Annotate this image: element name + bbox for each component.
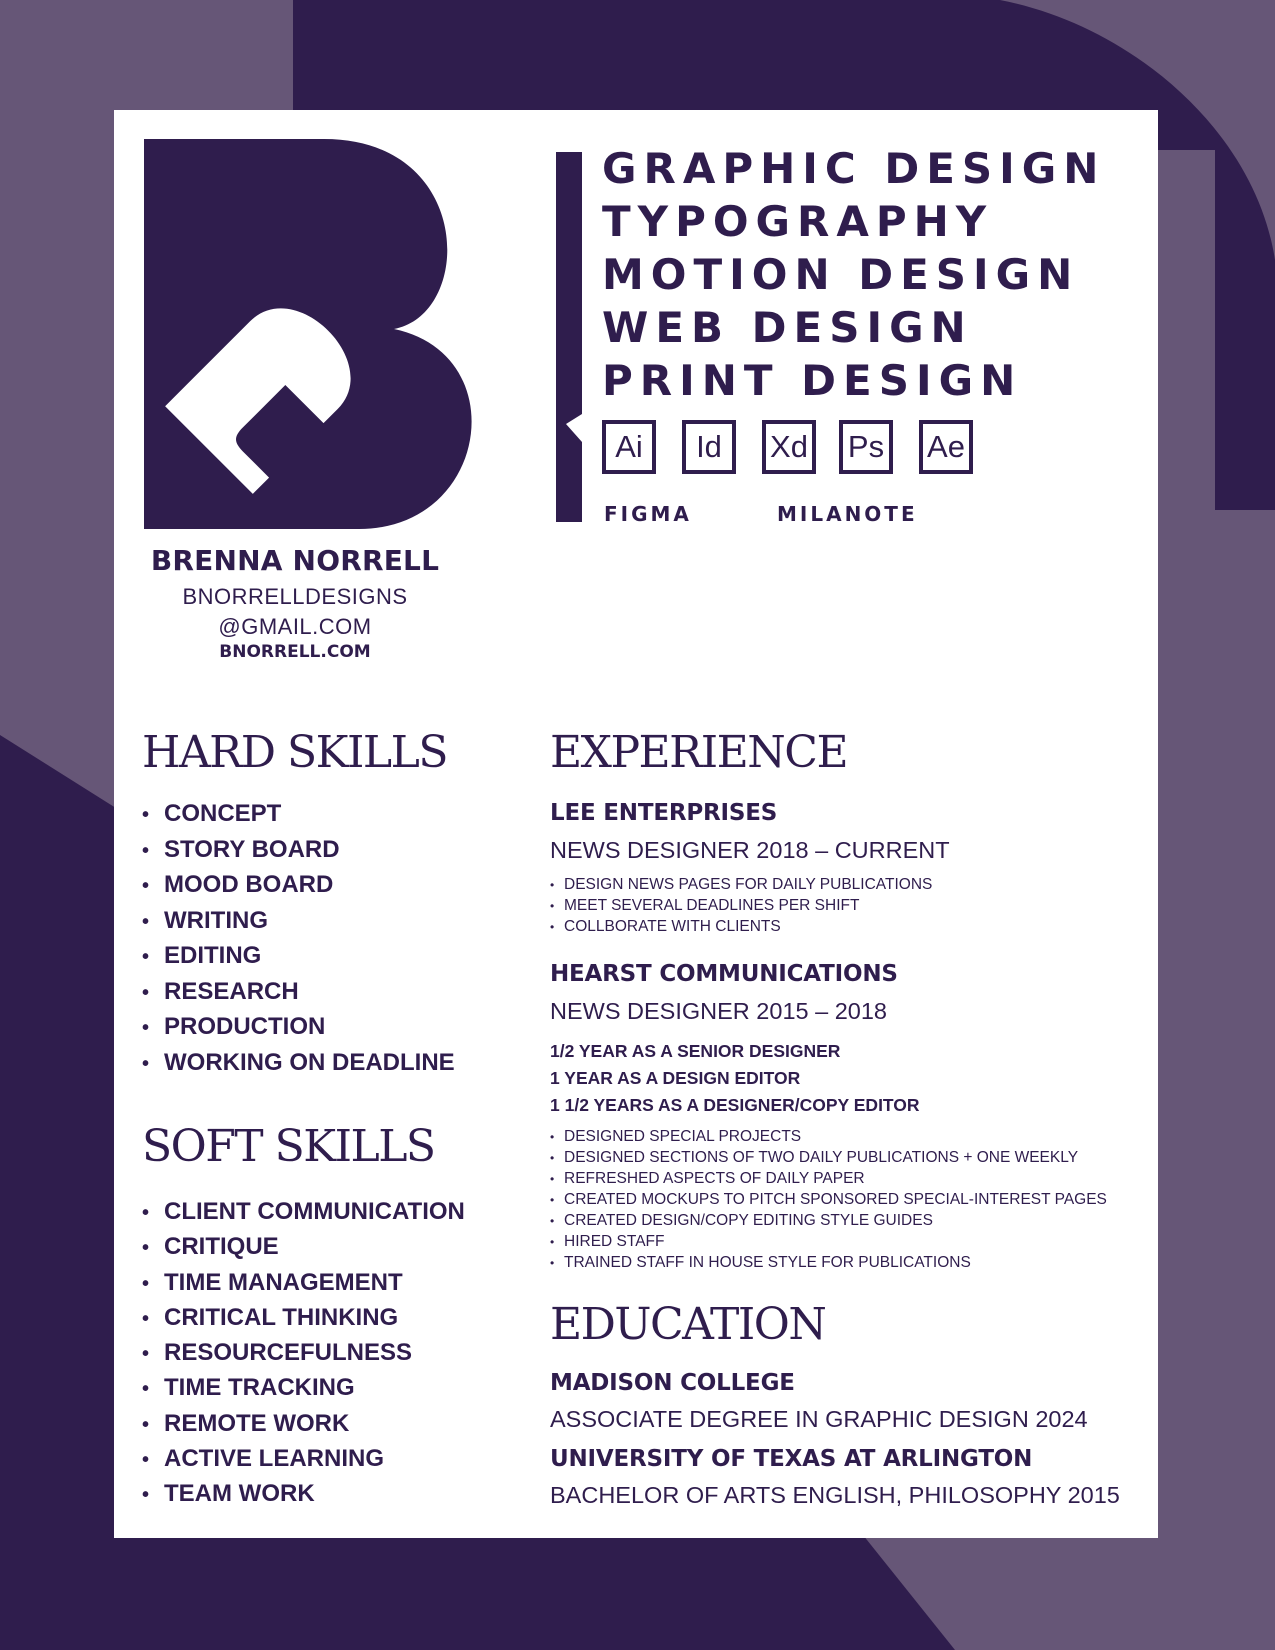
- list-item: • TIME MANAGEMENT: [142, 1265, 465, 1300]
- accent-bar: [556, 152, 582, 522]
- illustrator-icon: Ai: [602, 420, 656, 474]
- list-item: • RESOURCEFULNESS: [142, 1335, 465, 1370]
- indesign-icon: Id: [682, 420, 736, 474]
- hard-skills-list: [142, 796, 455, 1080]
- job-duties: [550, 1126, 1107, 1273]
- figma-label: FIGMA: [604, 502, 692, 526]
- school-name: UNIVERSITY OF TEXAS AT ARLINGTON: [550, 1446, 1033, 1472]
- employer-name: LEE ENTERPRISES: [550, 800, 778, 826]
- list-item: • DESIGNED SECTIONS OF TWO DAILY PUBLICATIONS + ONE WEEKLY: [550, 1147, 1107, 1168]
- job-role: NEWS DESIGNER 2018 – CURRENT: [550, 837, 950, 863]
- list-item: • CONCEPT: [142, 796, 455, 832]
- list-item: • CRITICAL THINKING: [142, 1300, 465, 1335]
- list-item: • STORY BOARD: [142, 832, 455, 868]
- job-role: NEWS DESIGNER 2015 – 2018: [550, 998, 887, 1024]
- list-item: • ACTIVE LEARNING: [142, 1441, 465, 1476]
- focus-area: WEB DESIGN: [602, 303, 973, 352]
- education-heading: EDUCATION: [550, 1299, 826, 1350]
- list-item: • PRODUCTION: [142, 1009, 455, 1045]
- job-duties: [550, 874, 932, 937]
- list-item: • MOOD BOARD: [142, 867, 455, 903]
- list-item: • MEET SEVERAL DEADLINES PER SHIFT: [550, 895, 932, 916]
- degree: BACHELOR OF ARTS ENGLISH, PHILOSOPHY 2015: [550, 1482, 1120, 1508]
- list-item: • DESIGN NEWS PAGES FOR DAILY PUBLICATIONS: [550, 874, 932, 895]
- applicant-name: BRENNA NORRELL: [150, 544, 440, 577]
- focus-area: MOTION DESIGN: [602, 250, 1080, 299]
- list-item: • CRITIQUE: [142, 1229, 465, 1264]
- list-item: • DESIGNED SPECIAL PROJECTS: [550, 1126, 1107, 1147]
- list-item: • COLLBORATE WITH CLIENTS: [550, 916, 932, 937]
- list-item: • TIME TRACKING: [142, 1370, 465, 1405]
- list-item: • HIRED STAFF: [550, 1231, 1107, 1252]
- list-item: • TRAINED STAFF IN HOUSE STYLE FOR PUBLICATIONS: [550, 1252, 1107, 1273]
- list-item: • CREATED MOCKUPS TO PITCH SPONSORED SPECIAL-INTEREST PAGES: [550, 1189, 1107, 1210]
- focus-areas: [602, 142, 1105, 407]
- title-item: 1/2 YEAR AS A SENIOR DESIGNER: [550, 1041, 841, 1061]
- degree: ASSOCIATE DEGREE IN GRAPHIC DESIGN 2024: [550, 1406, 1088, 1432]
- milanote-label: MILANOTE: [777, 502, 918, 526]
- email-line-1[interactable]: BNORRELLDESIGNS: [182, 584, 408, 609]
- list-item: • TEAM WORK: [142, 1476, 465, 1511]
- website-link[interactable]: BNORRELL.COM: [219, 642, 371, 662]
- soft-skills-heading: SOFT SKILLS: [142, 1121, 435, 1172]
- list-item: • RESEARCH: [142, 974, 455, 1010]
- list-item: • REMOTE WORK: [142, 1406, 465, 1441]
- employer-name: HEARST COMMUNICATIONS: [550, 961, 898, 987]
- list-item: • WRITING: [142, 903, 455, 939]
- xd-icon: Xd: [762, 420, 816, 474]
- school-name: MADISON COLLEGE: [550, 1370, 795, 1396]
- software-icons: [602, 420, 999, 474]
- photoshop-icon: Ps: [839, 420, 893, 474]
- list-item: • WORKING ON DEADLINE: [142, 1045, 455, 1081]
- list-item: • REFRESHED ASPECTS OF DAILY PAPER: [550, 1168, 1107, 1189]
- after-effects-icon: Ae: [919, 420, 973, 474]
- soft-skills-list: [142, 1194, 465, 1512]
- title-item: 1 YEAR AS A DESIGN EDITOR: [550, 1068, 801, 1088]
- experience-heading: EXPERIENCE: [550, 727, 848, 778]
- list-item: • CREATED DESIGN/COPY EDITING STYLE GUIDES: [550, 1210, 1107, 1231]
- focus-area: PRINT DESIGN: [602, 356, 1023, 405]
- hard-skills-heading: HARD SKILLS: [142, 727, 448, 778]
- title-item: 1 1/2 YEARS AS A DESIGNER/COPY EDITOR: [550, 1095, 920, 1115]
- focus-area: TYPOGRAPHY: [602, 197, 994, 246]
- job-titles: [550, 1038, 920, 1119]
- list-item: • EDITING: [142, 938, 455, 974]
- focus-area: GRAPHIC DESIGN: [602, 144, 1106, 193]
- list-item: • CLIENT COMMUNICATION: [142, 1194, 465, 1229]
- email-line-2[interactable]: @GMAIL.COM: [218, 614, 372, 639]
- monogram-logo: [144, 139, 488, 529]
